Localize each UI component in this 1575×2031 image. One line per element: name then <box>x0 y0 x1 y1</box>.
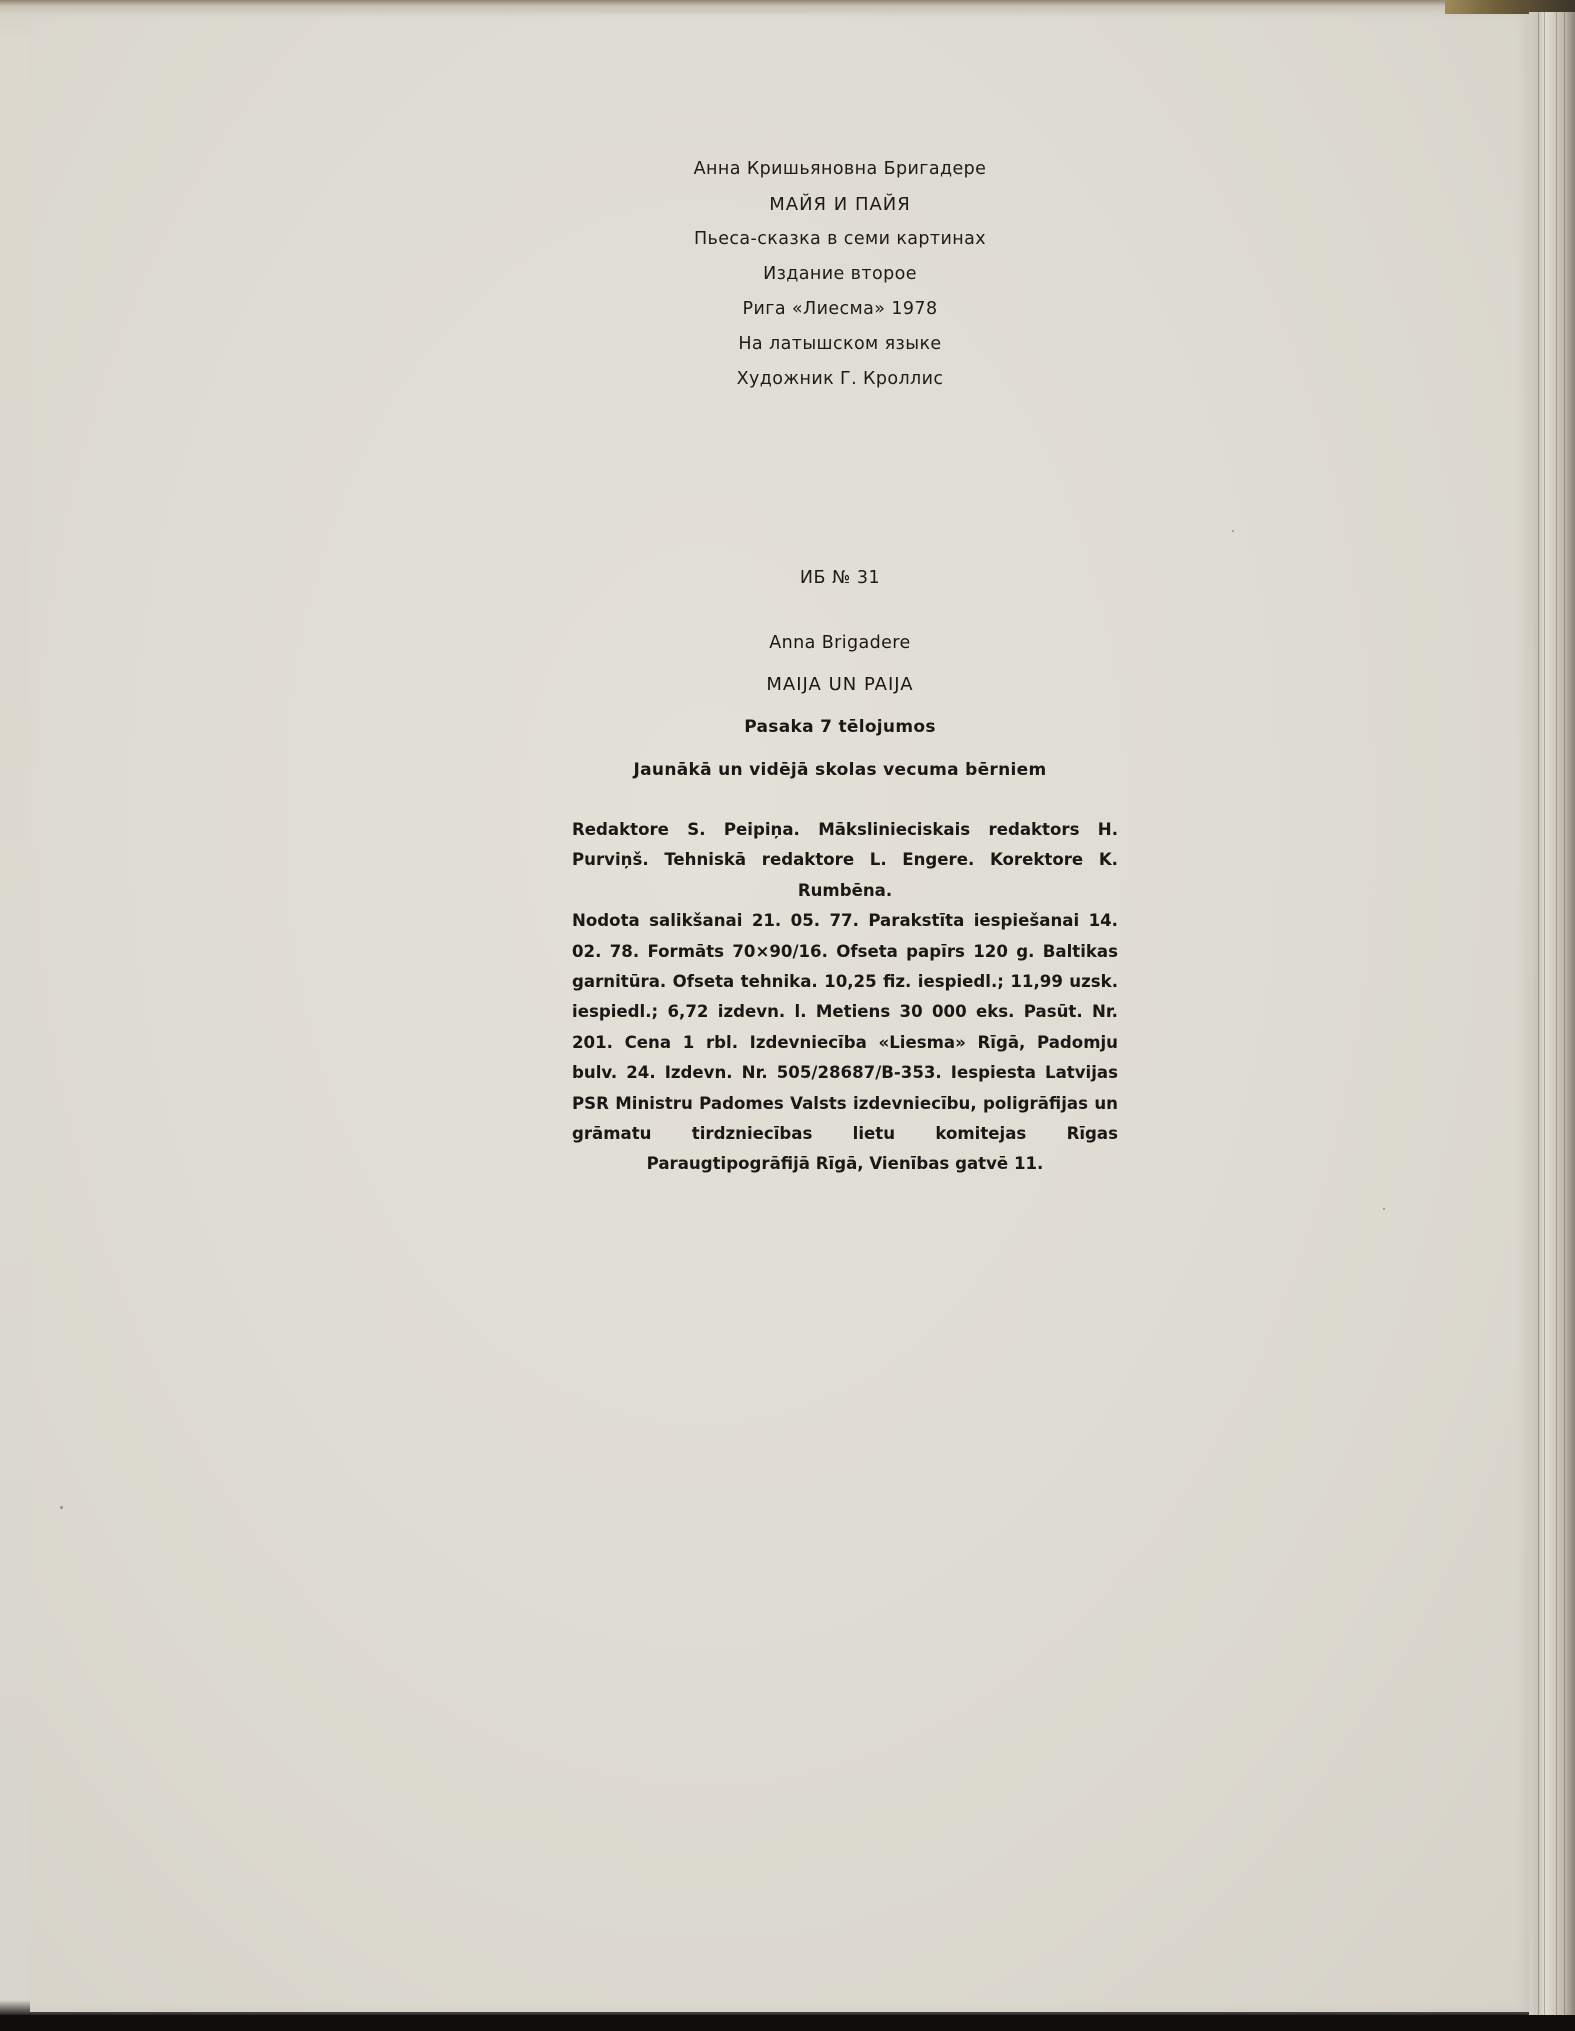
latvian-subtitle: Pasaka 7 tēlojumos <box>744 717 936 737</box>
book-page-edges <box>1529 12 1575 2017</box>
russian-genre: Пьеса-сказка в семи картинах <box>693 229 987 249</box>
scan-bottom-border <box>0 2015 1575 2031</box>
latvian-imprint <box>540 633 1140 780</box>
book-top-edge <box>0 0 1575 12</box>
russian-illustrator: Художник Г. Кроллис <box>736 369 944 389</box>
latvian-audience: Jaunākā un vidējā skolas vecuma bērniem <box>633 760 1047 780</box>
latvian-title: MAIJA UN PAIJA <box>766 674 914 695</box>
russian-edition: Издание второе <box>763 264 917 284</box>
colophon <box>572 815 1118 1180</box>
russian-imprint <box>540 152 1140 397</box>
russian-author: Анна Кришьяновна Бригадере <box>693 159 987 179</box>
ib-number: ИБ № 31 <box>799 568 881 588</box>
latvian-author: Anna Brigadere <box>769 633 911 653</box>
colophon-editors: Redaktore S. Peipiņa. Mākslinieciskais redaktors H. Purviņš. Tehniskā redaktore L. Engere. Korektore K. Rumbēna. <box>572 820 1118 900</box>
russian-language-note: На латышском языке <box>738 334 942 354</box>
russian-title: МАЙЯ И ПАЙЯ <box>769 194 911 215</box>
colophon-production: Nodota salikšanai 21. 05. 77. Parakstīta iespiešanai 14. 02. 78. Formāts 70×90/16. Ofseta papīrs 120 g. Baltikas garnitūra. Ofseta tehnika. 10,25 fiz. iespiedl.; 11,99 uzsk. iespiedl.; 6,72 izdevn. l. Metiens 30 000 eks. Pasūt. Nr. 201. Cena 1 rbl. Izdevniecība «Liesma» Rīgā, Padomju bulv. 24. Izdevn. Nr. 505/28687/B-353. Iespiesta Latvijas PSR Ministru Padomes Valsts izdevniecību, poligrāfijas un grāmatu tirdzniecības lietu komitejas Rīgas Paraugtipogrāfijā Rīgā, Vienības gatvē 11. <box>572 911 1118 1174</box>
russian-publisher-line: Рига «Лиесма» 1978 <box>742 299 938 319</box>
